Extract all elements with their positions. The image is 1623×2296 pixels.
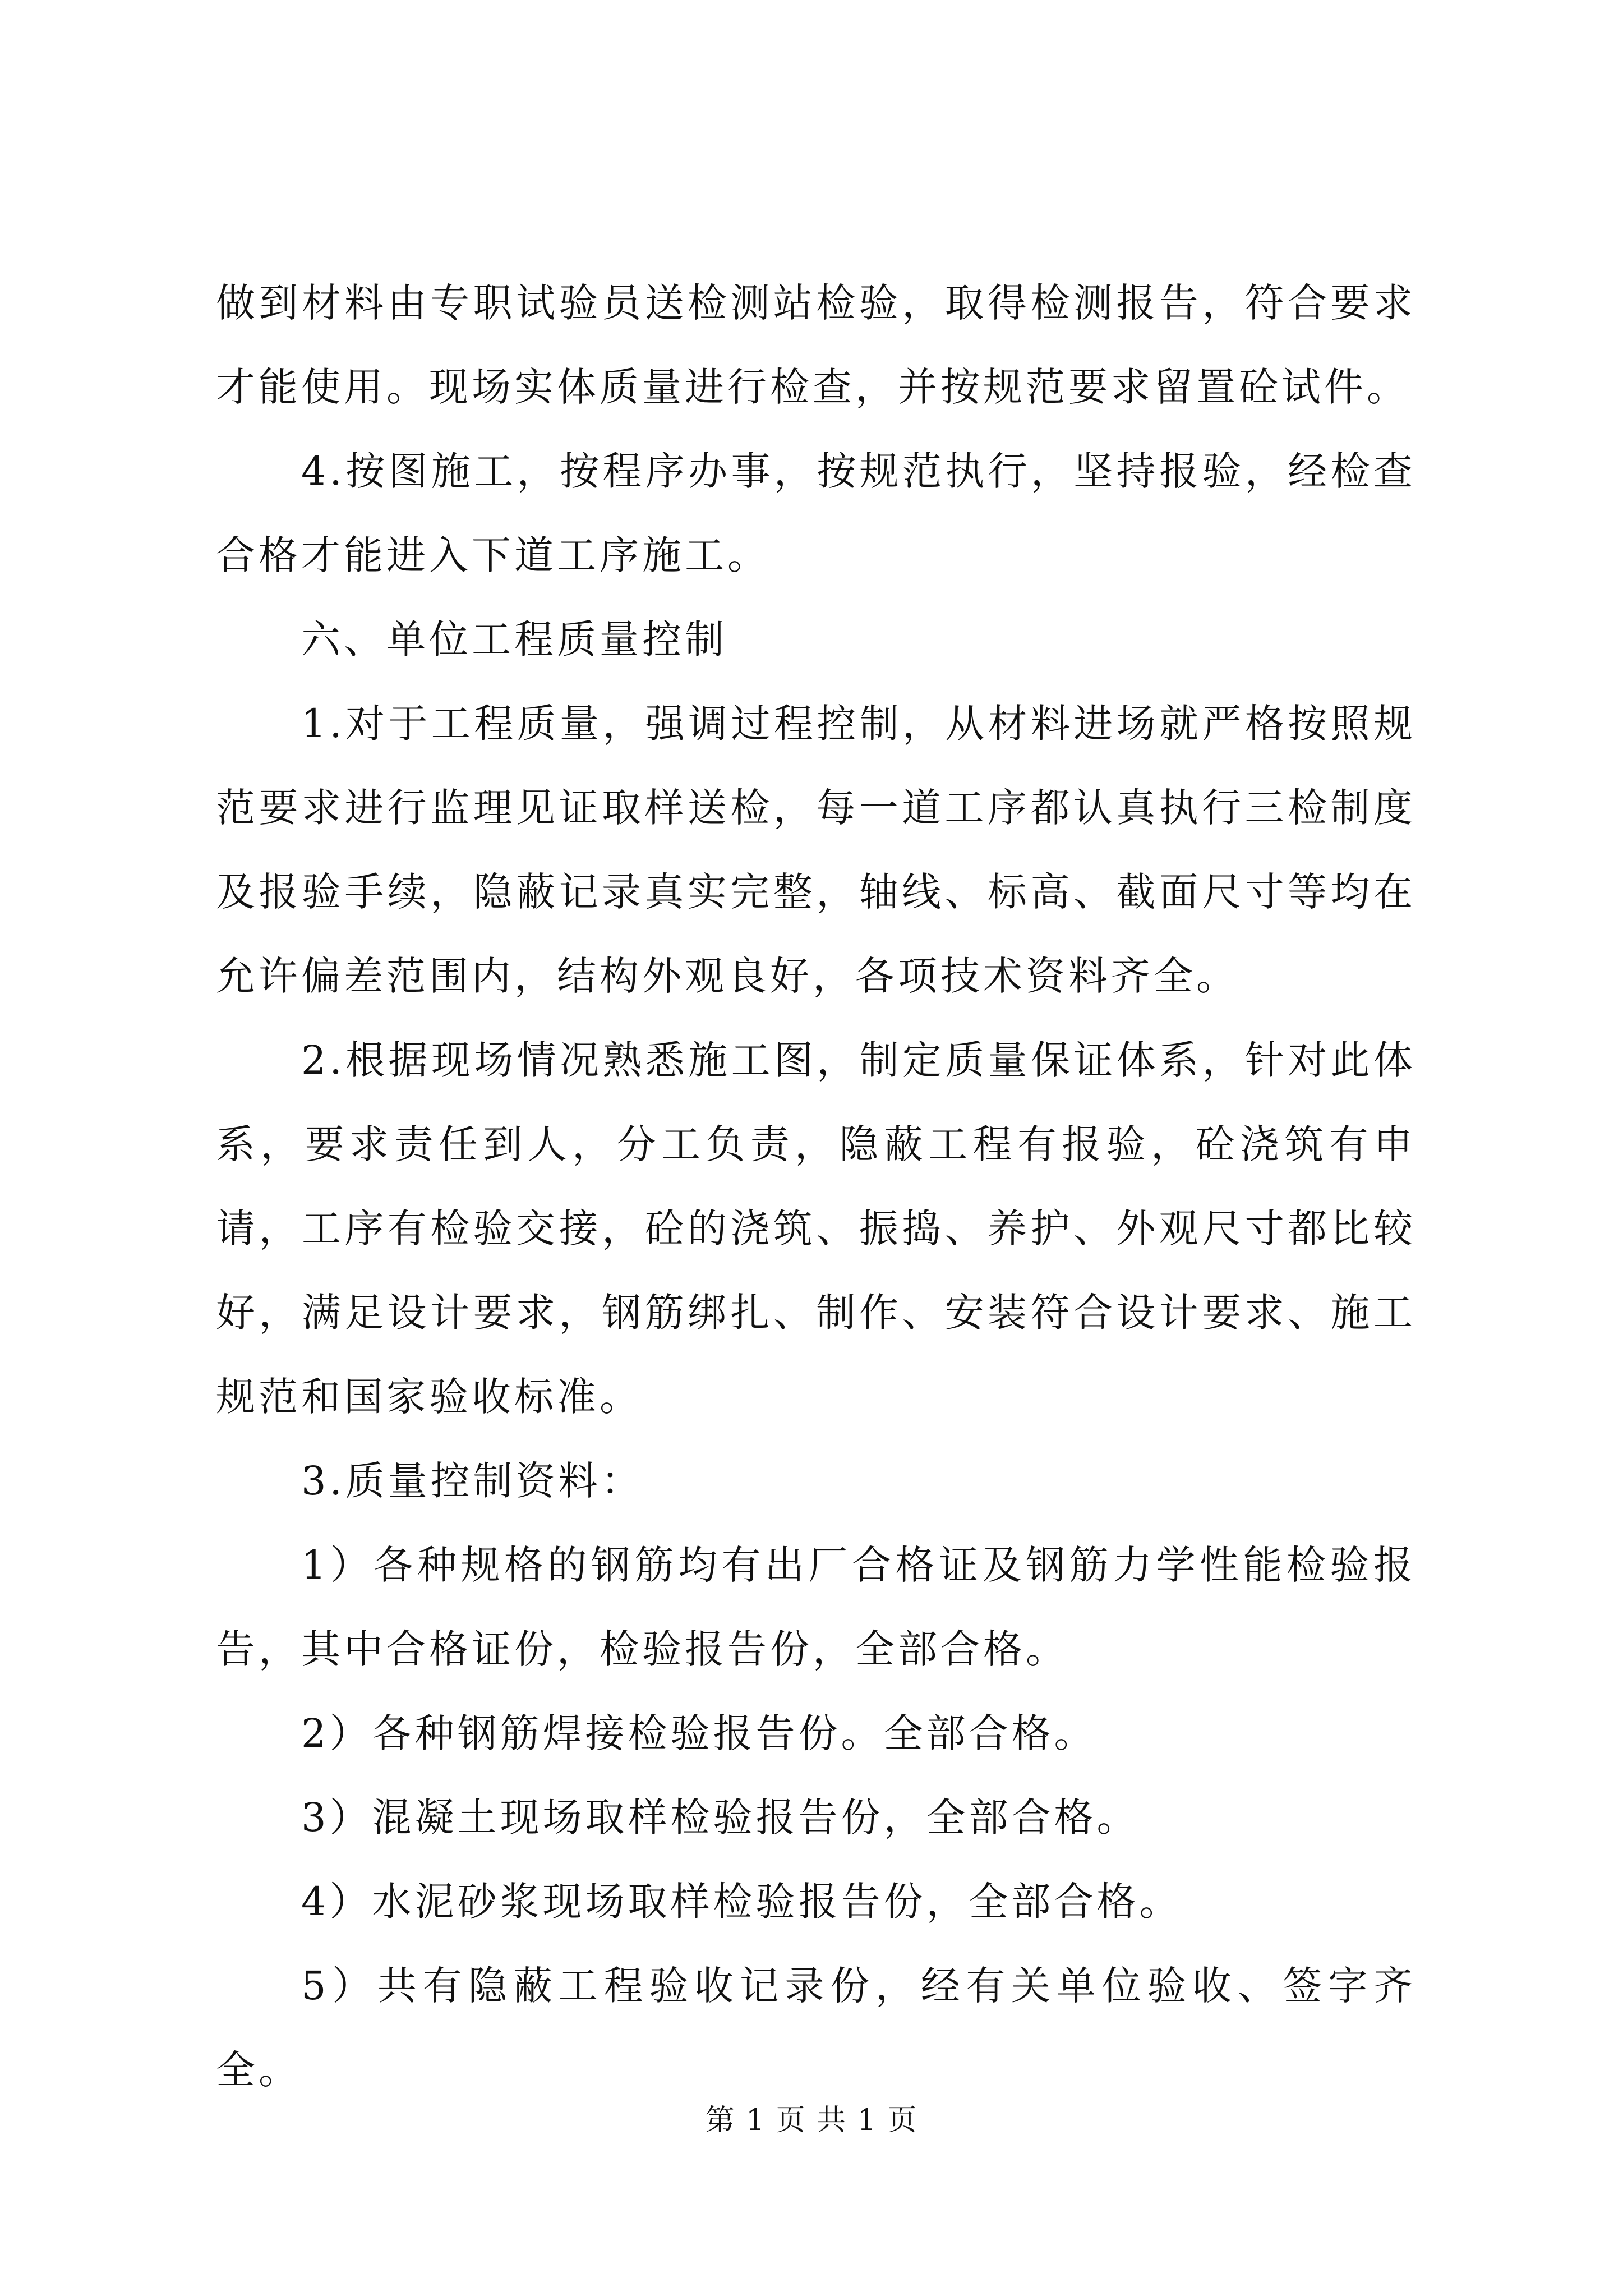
document-body	[216, 261, 1416, 2112]
page-number-footer: 第 1 页 共 1 页	[705, 2104, 918, 2137]
paragraph-item-2: 2.根据现场情况熟悉施工图，制定质量保证体系，针对此体系，要求责任到人，分工负责，隐蔽工程有报验，砼浇筑有申请，工序有检验交接，砼的浇筑、振捣、养护、外观尺寸都比较好，满足设计要求，钢筋绑扎、制作、安装符合设计要求、施工规范和国家验收标准。	[216, 1037, 1416, 1420]
paragraph-item-1: 1.对于工程质量，强调过程控制，从材料进场就严格按照规范要求进行监理见证取样送检，每一道工序都认真执行三检制度及报验手续，隐蔽记录真实完整，轴线、标高、截面尺寸等均在允许偏差范围内，结构外观良好，各项技术资料齐全。	[216, 701, 1416, 999]
paragraph-item-4: 4.按图施工，按程序办事，按规范执行，坚持报验，经检查合格才能进入下道工序施工。	[216, 448, 1416, 578]
list-item-welding-reports: 2）各种钢筋焊接检验报告份。全部合格。	[301, 1710, 1097, 1756]
list-item-mortar-reports: 4）水泥砂浆现场取样检验报告份，全部合格。	[301, 1879, 1182, 1925]
section-heading-unit-quality: 六、单位工程质量控制	[301, 616, 727, 662]
paragraph-materials-testing: 做到材料由专职试验员送检测站检验，取得检测报告，符合要求才能使用。现场实体质量进行检查，并按规范要求留置砼试件。	[216, 280, 1416, 410]
paragraph-item-3-heading: 3.质量控制资料：	[301, 1458, 644, 1504]
list-item-rebar-certificates: 1）各种规格的钢筋均有出厂合格证及钢筋力学性能检验报告，其中合格证份，检验报告份，全部合格。	[216, 1542, 1416, 1672]
list-item-concealed-work-records: 5）共有隐蔽工程验收记录份，经有关单位验收、签字齐全。	[216, 1963, 1416, 2093]
list-item-concrete-reports: 3）混凝土现场取样检验报告份，全部合格。	[301, 1795, 1140, 1841]
